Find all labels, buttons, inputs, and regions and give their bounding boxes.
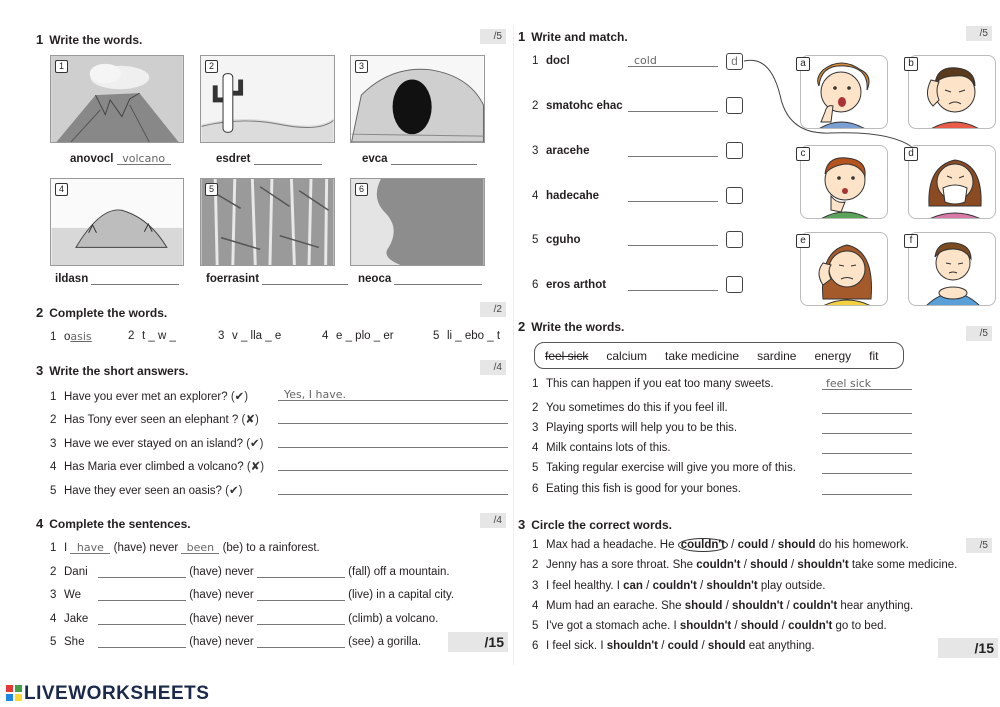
match-row: 3 aracehe	[532, 145, 590, 157]
match-row: 6 eros arthot	[532, 279, 607, 291]
picture-number: 6	[355, 183, 368, 196]
answer-field[interactable]	[822, 461, 912, 474]
definition-row: 1 This can happen if you eat too many sweets.	[532, 378, 774, 390]
rainforest-picture	[200, 178, 335, 266]
answer-field[interactable]: feel sick	[822, 377, 912, 390]
answer-field[interactable]	[98, 612, 186, 625]
complete-word-item: 2 t _ w _	[128, 330, 176, 342]
definition-row: 3 Playing sports will help you to be this.	[532, 422, 738, 434]
face-d-picture	[908, 145, 996, 219]
circle-row: 1 Max had a headache. He couldn't / could / should do his homework.	[532, 539, 909, 551]
option[interactable]: couldn't	[788, 620, 833, 632]
answer-field[interactable]	[278, 411, 508, 424]
circle-row: 5 I've got a stomach ache. I shouldn't / should / couldn't go to bed.	[532, 620, 887, 632]
answer-field[interactable]	[822, 441, 912, 454]
sentence-row: 2 Dani (have) never (fall) off a mountain.	[50, 566, 450, 578]
face-f-picture	[908, 232, 996, 306]
word-bank-item: take medicine	[665, 348, 740, 363]
complete-word-item: 4 e _ plo _ er	[322, 330, 394, 342]
match-box[interactable]	[726, 187, 743, 204]
option[interactable]: could	[667, 640, 699, 652]
answer-field[interactable]	[257, 565, 345, 578]
answer-field[interactable]: volcano	[117, 152, 171, 165]
answer-field[interactable]	[628, 144, 718, 157]
answer-field[interactable]: been	[181, 541, 219, 554]
answer-field[interactable]	[98, 588, 186, 601]
face-label: b	[904, 57, 918, 71]
definition-row: 4 Milk contains lots of this.	[532, 442, 671, 454]
option[interactable]: shouldn't	[797, 559, 849, 571]
face-label: c	[796, 147, 810, 161]
option[interactable]: shouldn't	[606, 640, 658, 652]
word-bank-item: sardine	[757, 348, 797, 363]
score-box: /5	[966, 26, 992, 41]
short-answer-row: 1 Have you ever met an explorer? (✔)	[50, 391, 249, 403]
answer-field[interactable]	[822, 421, 912, 434]
word-bank-item: calcium	[606, 348, 648, 363]
answer-field[interactable]	[391, 152, 477, 165]
sentence-row: 3 We (have) never (live) in a capital city.	[50, 589, 455, 601]
face-label: a	[796, 57, 810, 71]
match-box[interactable]	[726, 276, 743, 293]
section-title: 4 Complete the sentences.	[36, 516, 191, 531]
answer-field[interactable]	[628, 99, 718, 112]
word-bank-item: feel sick	[545, 348, 589, 363]
answer-field[interactable]	[278, 435, 508, 448]
short-answer-row: 3 Have we ever stayed on an island? (✔)	[50, 438, 264, 450]
short-answer-row: 4 Has Maria ever climbed a volcano? (✘)	[50, 461, 265, 473]
face-c-picture	[800, 145, 888, 219]
section-title: 2 Complete the words.	[36, 305, 168, 320]
complete-word-item: 3 v _ lla _ e	[218, 330, 282, 342]
score-box: /4	[480, 360, 506, 375]
answer-field[interactable]	[98, 635, 186, 648]
option[interactable]: shouldn't	[679, 620, 732, 632]
word-item: ildasn	[55, 272, 179, 285]
answer-field[interactable]	[254, 152, 322, 165]
ocean-picture	[350, 178, 485, 266]
answer-field[interactable]	[822, 401, 912, 414]
option[interactable]: should	[777, 539, 816, 551]
option[interactable]: couldn't	[652, 580, 697, 592]
word-item: evca	[362, 152, 477, 165]
option[interactable]: could	[737, 539, 769, 551]
answer-field[interactable]	[257, 588, 345, 601]
option[interactable]: should	[750, 559, 788, 571]
option[interactable]: couldn't	[696, 559, 741, 571]
picture-number: 2	[205, 60, 218, 73]
definition-row: 5 Taking regular exercise will give you more of this.	[532, 462, 796, 474]
answer-field[interactable]	[394, 272, 482, 285]
picture-number: 3	[355, 60, 368, 73]
word-item: foerrasint	[206, 272, 348, 285]
score-box: /4	[480, 513, 506, 528]
section-title: 3 Circle the correct words.	[518, 517, 672, 532]
sentence-row: 1 I have (have) never been (be) to a rainforest.	[50, 541, 320, 554]
word-bank-item: energy	[814, 348, 852, 363]
answer-field[interactable]	[278, 482, 508, 495]
volcano-picture	[50, 55, 184, 143]
desert-picture	[200, 55, 335, 143]
definition-row: 2 You sometimes do this if you feel ill.	[532, 402, 728, 414]
face-b-picture	[908, 55, 996, 129]
section-title: 3 Write the short answers.	[36, 363, 189, 378]
answer-field[interactable]	[257, 635, 345, 648]
circle-row: 4 Mum had an earache. She should / shouldn't / couldn't hear anything.	[532, 600, 914, 612]
circle-row: 6 I feel sick. I shouldn't / could / should eat anything.	[532, 640, 815, 652]
short-answer-row: 2 Has Tony ever seen an elephant ? (✘)	[50, 414, 259, 426]
face-label: d	[904, 147, 918, 161]
complete-word-item: 1 oasis	[50, 330, 92, 343]
answer-field[interactable]	[278, 458, 508, 471]
complete-word-item: 5 li _ ebo _ t	[433, 330, 501, 342]
word-bank	[534, 342, 904, 369]
score-box: /2	[480, 302, 506, 317]
option-circled[interactable]: couldn't	[678, 538, 728, 552]
section-title: 1 Write the words.	[36, 32, 143, 47]
sentence-row: 5 She (have) never (see) a gorilla.	[50, 636, 422, 648]
section-title: 2 Write the words.	[518, 319, 625, 334]
picture-number: 1	[55, 60, 68, 73]
option[interactable]: couldn't	[792, 600, 838, 612]
logo-icon	[6, 685, 22, 701]
answer-field[interactable]	[822, 482, 912, 495]
column-divider	[513, 25, 514, 665]
option[interactable]: should	[740, 620, 779, 632]
match-box[interactable]	[726, 231, 743, 248]
face-label: f	[904, 234, 918, 248]
match-row: 5 cguho	[532, 234, 581, 246]
answer-field[interactable]: Yes, I have.	[278, 388, 508, 401]
answer-field[interactable]	[628, 233, 718, 246]
short-answer-row: 5 Have they ever seen an oasis? (✔)	[50, 485, 243, 497]
sentence-row: 4 Jake (have) never (climb) a volcano.	[50, 613, 439, 625]
option[interactable]: should	[707, 640, 746, 652]
face-label: e	[796, 234, 810, 248]
answer-field[interactable]	[257, 612, 345, 625]
match-row: 2 smatohc ehac	[532, 100, 623, 112]
picture-number: 4	[55, 183, 68, 196]
score-box: /5	[966, 538, 992, 553]
match-row: 4 hadecahe	[532, 190, 600, 202]
option[interactable]: can	[623, 580, 643, 592]
answer-field[interactable]: cold	[628, 54, 718, 67]
definition-row: 6 Eating this fish is good for your bones.	[532, 483, 741, 495]
answer-field[interactable]: have	[70, 541, 110, 554]
option[interactable]: should	[684, 600, 723, 612]
answer-field[interactable]	[628, 189, 718, 202]
circle-row: 2 Jenny has a sore throat. She couldn't / should / shouldn't take some medicine.	[532, 559, 958, 571]
total-score-box: /15	[938, 638, 998, 658]
liveworksheets-logo[interactable]: LIVEWORKSHEETS	[6, 683, 209, 705]
face-e-picture	[800, 232, 888, 306]
score-box: /5	[480, 29, 506, 44]
word-item: esdret	[216, 152, 322, 165]
section-title: 1 Write and match.	[518, 29, 628, 44]
face-a-picture	[800, 55, 888, 129]
match-box[interactable]: d	[726, 53, 743, 70]
answer-field[interactable]	[262, 272, 348, 285]
picture-number: 5	[205, 183, 218, 196]
total-score-box: /15	[448, 632, 508, 652]
word-bank-item: fit	[869, 348, 879, 363]
answer-field[interactable]	[98, 565, 186, 578]
answer-field[interactable]: asis	[70, 330, 92, 343]
match-row: 1 docl	[532, 55, 570, 67]
option[interactable]: shouldn't	[732, 600, 784, 612]
island-picture	[50, 178, 184, 266]
cave-picture	[350, 55, 485, 143]
word-item: anovocl volcano	[70, 152, 171, 165]
answer-field[interactable]	[628, 278, 718, 291]
answer-field[interactable]	[91, 272, 179, 285]
score-box: /5	[966, 326, 992, 341]
circle-row: 3 I feel healthy. I can / couldn't / shouldn't play outside.	[532, 580, 826, 592]
word-item: neoca	[358, 272, 482, 285]
option[interactable]: shouldn't	[706, 580, 758, 592]
